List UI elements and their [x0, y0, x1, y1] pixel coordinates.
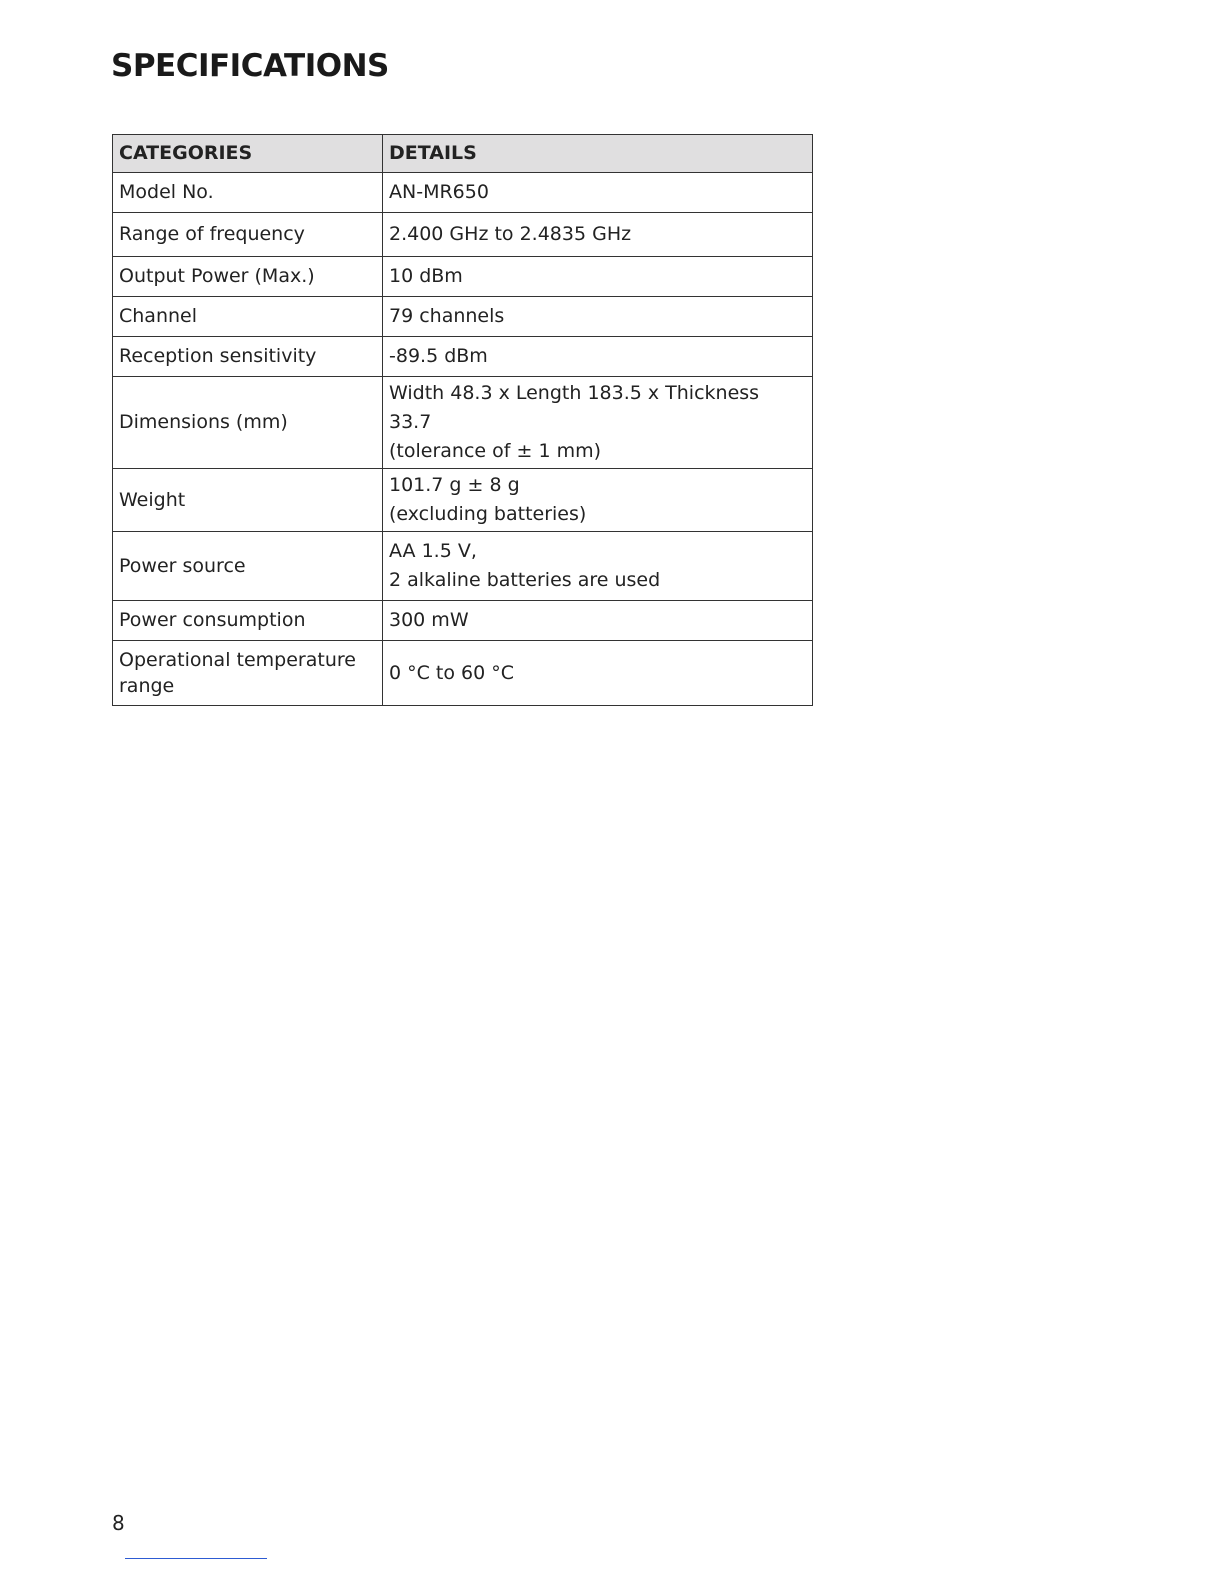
- table-row: [113, 377, 813, 469]
- row-detail-line: (excluding batteries): [389, 503, 587, 525]
- row-category: Dimensions (mm): [113, 377, 383, 469]
- row-category: Operational temperature range: [113, 641, 383, 706]
- row-category: Reception sensitivity: [113, 337, 383, 377]
- table-row: [113, 337, 813, 377]
- row-detail-line: Width 48.3 x Length 183.5 x Thickness 33.7: [389, 382, 760, 433]
- table-row: [113, 173, 813, 213]
- row-detail-line: 300 mW: [389, 609, 469, 631]
- row-details: [383, 377, 813, 469]
- row-detail-line: 0 °C to 60 °C: [389, 661, 515, 684]
- row-detail-line: 10 dBm: [389, 265, 463, 287]
- row-detail-line: -89.5 dBm: [389, 345, 488, 367]
- row-category: Channel: [113, 297, 383, 337]
- page-title: SPECIFICATIONS: [111, 48, 389, 84]
- row-detail-line: (tolerance of ± 1 mm): [389, 440, 601, 462]
- row-detail-line: AN-MR650: [389, 181, 489, 203]
- specifications-table: [112, 134, 813, 706]
- table-row: [113, 257, 813, 297]
- row-category: Model No.: [113, 173, 383, 213]
- page-number: 8: [112, 1511, 125, 1535]
- row-details: [383, 297, 813, 337]
- row-details: [383, 337, 813, 377]
- row-details: [383, 601, 813, 641]
- row-details: [383, 532, 813, 601]
- table-row: [113, 532, 813, 601]
- row-details: [383, 173, 813, 213]
- row-category: Power source: [113, 532, 383, 601]
- row-details: [383, 641, 813, 706]
- row-detail-line: 79 channels: [389, 305, 505, 327]
- table-row: [113, 641, 813, 706]
- header-categories: CATEGORIES: [113, 135, 383, 173]
- table-row: [113, 297, 813, 337]
- table-row: [113, 469, 813, 532]
- row-details: [383, 469, 813, 532]
- row-detail-line: AA 1.5 V,: [389, 540, 477, 562]
- header-details: DETAILS: [383, 135, 813, 173]
- row-details: [383, 257, 813, 297]
- table-header-row: [113, 135, 813, 173]
- row-category: Weight: [113, 469, 383, 532]
- row-category: Power consumption: [113, 601, 383, 641]
- row-category: Output Power (Max.): [113, 257, 383, 297]
- footer-rule: [125, 1558, 267, 1559]
- row-details: [383, 213, 813, 257]
- row-detail-line: 2 alkaline batteries are used: [389, 569, 661, 591]
- row-category: Range of frequency: [113, 213, 383, 257]
- row-detail-line: 2.400 GHz to 2.4835 GHz: [389, 223, 632, 245]
- table-row: [113, 213, 813, 257]
- table-row: [113, 601, 813, 641]
- row-detail-line: 101.7 g ± 8 g: [389, 474, 520, 496]
